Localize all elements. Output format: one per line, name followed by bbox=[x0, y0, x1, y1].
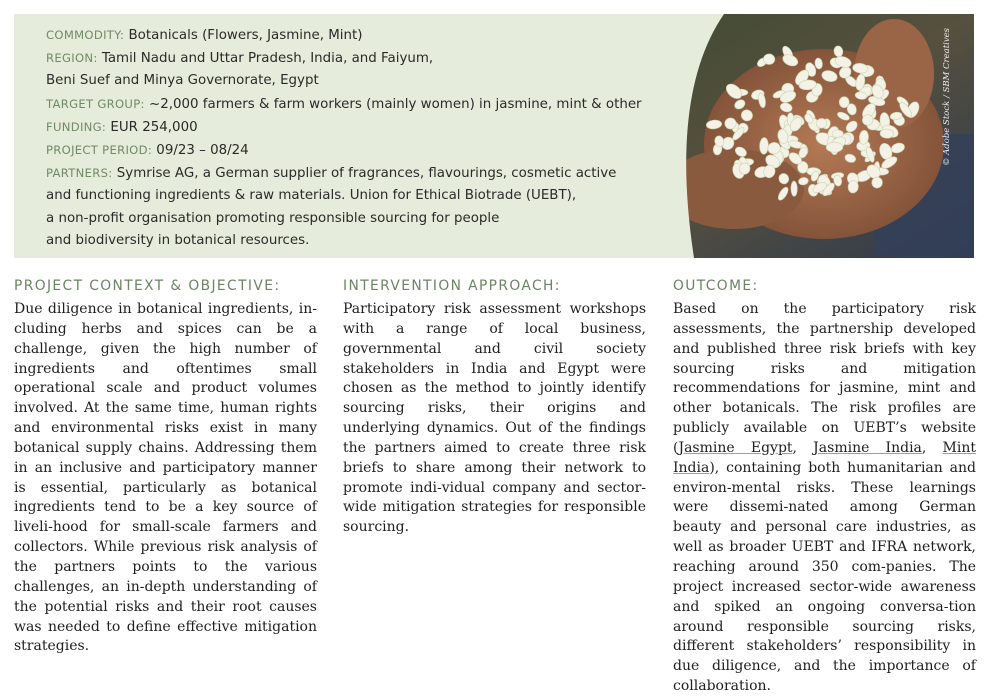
info-label: COMMODITY: bbox=[46, 28, 125, 42]
info-row bbox=[46, 139, 686, 162]
info-continuation: Beni Suef and Minya Governorate, Egypt bbox=[46, 73, 319, 89]
info-label: PARTNERS: bbox=[46, 166, 113, 181]
outcome-text: Based on the participatory risk assessments, the partnership developed and published three risk briefs with key sourcing risks and mitigation recommendations for jasmine, mint and other botanicals. The risk profiles are publicly available on UEBT’s website (Jasmine Egypt, Jasmine India, Mint India), containing both humanitarian and environ-mental risks. These learnings were dissemi-nated among German beauty and personal care industries, as well as broader UEBT and IFRA network, reaching around 350 com-panies. The project increased sector-wide awareness and spiked an ongoing conversa-tion around responsible sourcing risks, different stakeholders’ responsibility in due diligence, and the importance of collaboration. bbox=[673, 301, 976, 695]
info-row bbox=[46, 116, 686, 139]
approach-text: Participatory risk assessment workshops with a range of local business, governmental and civil society stakeholders in India and Egypt were chosen as the method to jointly identify sourcing risks, their origins and underlying dynamics. Out of the findings the partners aimed to create three risk briefs to share among their network to promote indi-vidual company and sector-wide mitigation strategies for responsible sourcing. bbox=[343, 301, 646, 536]
link-jasmine-egypt[interactable]: Jasmine Egypt bbox=[678, 439, 793, 456]
info-continuation: a non-profit organisation promoting responsible sourcing for people bbox=[46, 210, 500, 226]
info-continuation: and biodiversity in botanical resources. bbox=[46, 232, 310, 248]
info-value: EUR 254,000 bbox=[110, 119, 198, 135]
info-value: Botanicals (Flowers, Jasmine, Mint) bbox=[128, 28, 363, 43]
project-details bbox=[46, 24, 686, 252]
link-jasmine-india[interactable]: Jasmine India bbox=[813, 439, 922, 456]
context-heading: PROJECT CONTEXT & OBJECTIVE: bbox=[14, 278, 281, 294]
outcome-heading: OUTCOME: bbox=[673, 278, 759, 294]
info-row bbox=[46, 162, 686, 185]
info-continuation: and functioning ingredients & raw materials. Union for Ethical Biotrade (UEBT), bbox=[46, 188, 577, 204]
info-row bbox=[46, 93, 686, 116]
info-row bbox=[46, 47, 686, 70]
project-context-column bbox=[14, 278, 317, 657]
info-row bbox=[46, 24, 686, 47]
info-label: FUNDING: bbox=[46, 119, 107, 134]
info-value: ~2,000 farmers & farm workers (mainly women) in jasmine, mint & other bbox=[148, 96, 642, 112]
info-label: REGION: bbox=[46, 51, 98, 66]
project-info-panel bbox=[14, 14, 974, 258]
info-label: PROJECT PERIOD: bbox=[46, 143, 153, 158]
info-value: Tamil Nadu and Uttar Pradesh, India, and Faiyum, bbox=[101, 51, 434, 67]
intervention-approach-column bbox=[343, 278, 646, 538]
info-value: Symrise AG, a German supplier of fragrances, flavourings, cosmetic active bbox=[116, 166, 617, 182]
outcome-column bbox=[673, 278, 976, 697]
link-mint-india[interactable]: Mint India bbox=[673, 439, 976, 476]
context-text: Due diligence in botanical ingredients, in-cluding herbs and spices can be a challenge, given the high number of ingredients and oftentimes small operational scale and product volumes involved. At the same time, human rights and environmental risks exist in many botanical supply chains. Addressing them in an inclusive and participatory manner is essential, particularly as botanical ingredients tend to be a key source of liveli-hood for small-scale farmers and collectors. While previous risk analysis of the partners points to the various challenges, an in-depth understanding of the potential risks and their root causes was needed to define effective mitigation strategies. bbox=[14, 301, 317, 655]
info-label: TARGET GROUP: bbox=[46, 96, 145, 111]
info-value: 09/23 – 08/24 bbox=[156, 143, 249, 159]
photo-credit: © Adobe Stock / SBM Creatives bbox=[942, 27, 952, 167]
approach-heading: INTERVENTION APPROACH: bbox=[343, 278, 561, 294]
